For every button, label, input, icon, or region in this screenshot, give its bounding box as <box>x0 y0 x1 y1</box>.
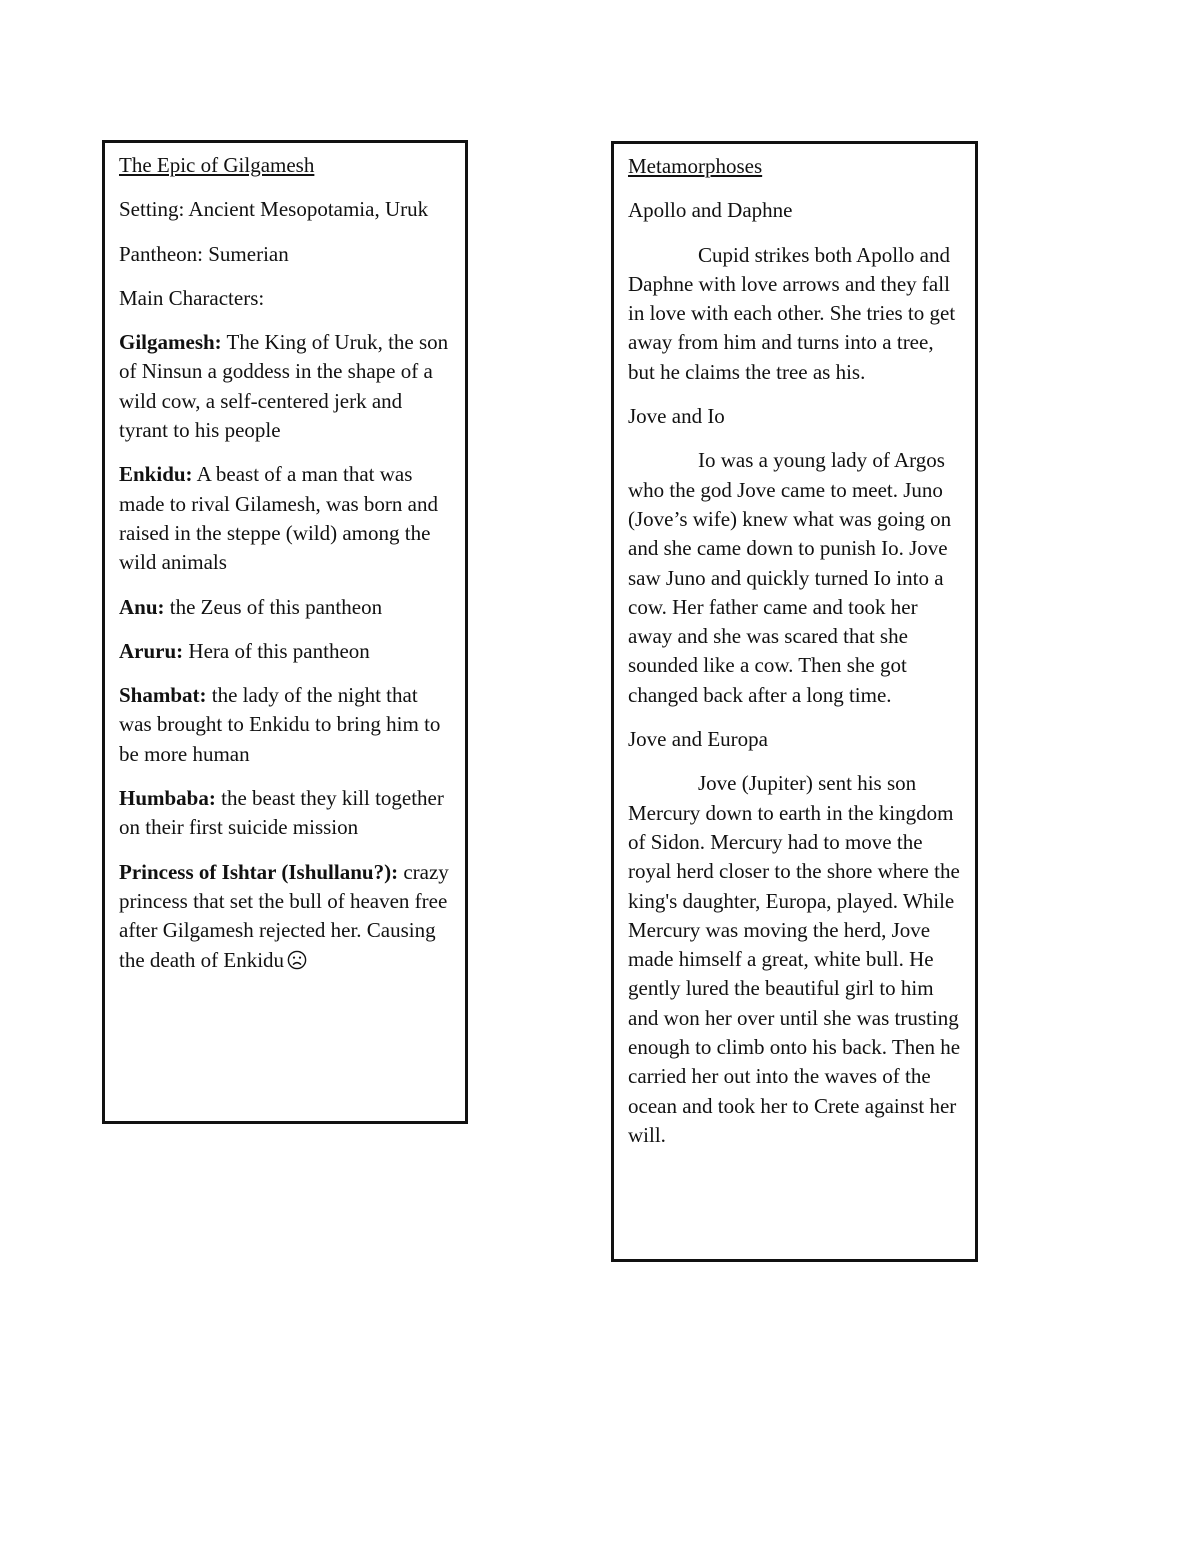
character-entry-shambat <box>119 681 451 769</box>
frown-face-icon <box>287 950 307 970</box>
story-body-jove-io: Io was a young lady of Argos who the god Jove came to meet. Juno (Jove’s wife) knew what was going on and she came down to punish Io. Jove saw Juno and quickly turned Io into a cow. Her father came and took her away and she was scared that she sounded like a cow. Then she got changed back after a long time. <box>628 448 952 707</box>
character-name: Shambat: <box>119 683 207 708</box>
pantheon-line: Pantheon: Sumerian <box>119 241 289 266</box>
character-entry-princess <box>119 858 451 975</box>
character-entry-aruru <box>119 637 451 666</box>
character-description: The King of Uruk, the son of Ninsun a goddess in the shape of a wild cow, a self-centered jerk and tyrant to his people <box>119 330 449 443</box>
gilgamesh-notes-box <box>102 140 468 1124</box>
character-name: Gilgamesh: <box>119 330 222 355</box>
character-entry-humbaba <box>119 784 451 843</box>
character-name: Humbaba: <box>119 786 216 811</box>
story-body-apollo-daphne: Cupid strikes both Apollo and Daphne with love arrows and they fall in love with each other. She tries to get away from him and turns into a tree, but he claims the tree as his. <box>628 242 956 384</box>
setting-line: Setting: Ancient Mesopotamia, Uruk <box>119 197 429 222</box>
story-heading-apollo-daphne: Apollo and Daphne <box>628 198 793 223</box>
metamorphoses-notes-box <box>611 141 978 1262</box>
character-entry-anu <box>119 593 451 622</box>
character-entry-gilgamesh <box>119 328 451 445</box>
character-name: Princess of Ishtar (Ishullanu?): <box>119 859 399 884</box>
character-description: the Zeus of this pantheon <box>164 594 383 619</box>
story-heading-jove-io: Jove and Io <box>628 404 725 429</box>
character-description: the beast they kill together on their first suicide mission <box>119 786 444 840</box>
main-characters-label: Main Characters: <box>119 285 265 310</box>
story-heading-jove-europa: Jove and Europa <box>628 727 768 752</box>
story-body-jove-europa: Jove (Jupiter) sent his son Mercury down to earth in the kingdom of Sidon. Mercury had to move the royal herd closer to the shore where the king's daughter, Europa, played. While Mercury was moving the herd, Jove made himself a great, white bull. He gently lured the beautiful girl to him and won her over until she was trusting enough to climb onto his back. Then he carried her out into the waves of the ocean and took her to Crete against her will. <box>628 771 961 1147</box>
character-name: Anu: <box>119 594 165 619</box>
character-name: Aruru: <box>119 638 184 663</box>
character-description: A beast of a man that was made to rival Gilamesh, was born and raised in the steppe (wild) among the wild animals <box>119 462 438 575</box>
character-description: the lady of the night that was brought to Enkidu to bring him to be more human <box>119 683 441 766</box>
character-description: crazy princess that set the bull of heaven free after Gilgamesh rejected her. Causing the death of Enkidu <box>119 859 449 972</box>
gilgamesh-title: The Epic of Gilgamesh <box>119 153 315 177</box>
character-description: Hera of this pantheon <box>183 638 370 663</box>
character-name: Enkidu: <box>119 462 193 487</box>
metamorphoses-title: Metamorphoses <box>628 154 763 178</box>
character-entry-enkidu <box>119 460 451 577</box>
